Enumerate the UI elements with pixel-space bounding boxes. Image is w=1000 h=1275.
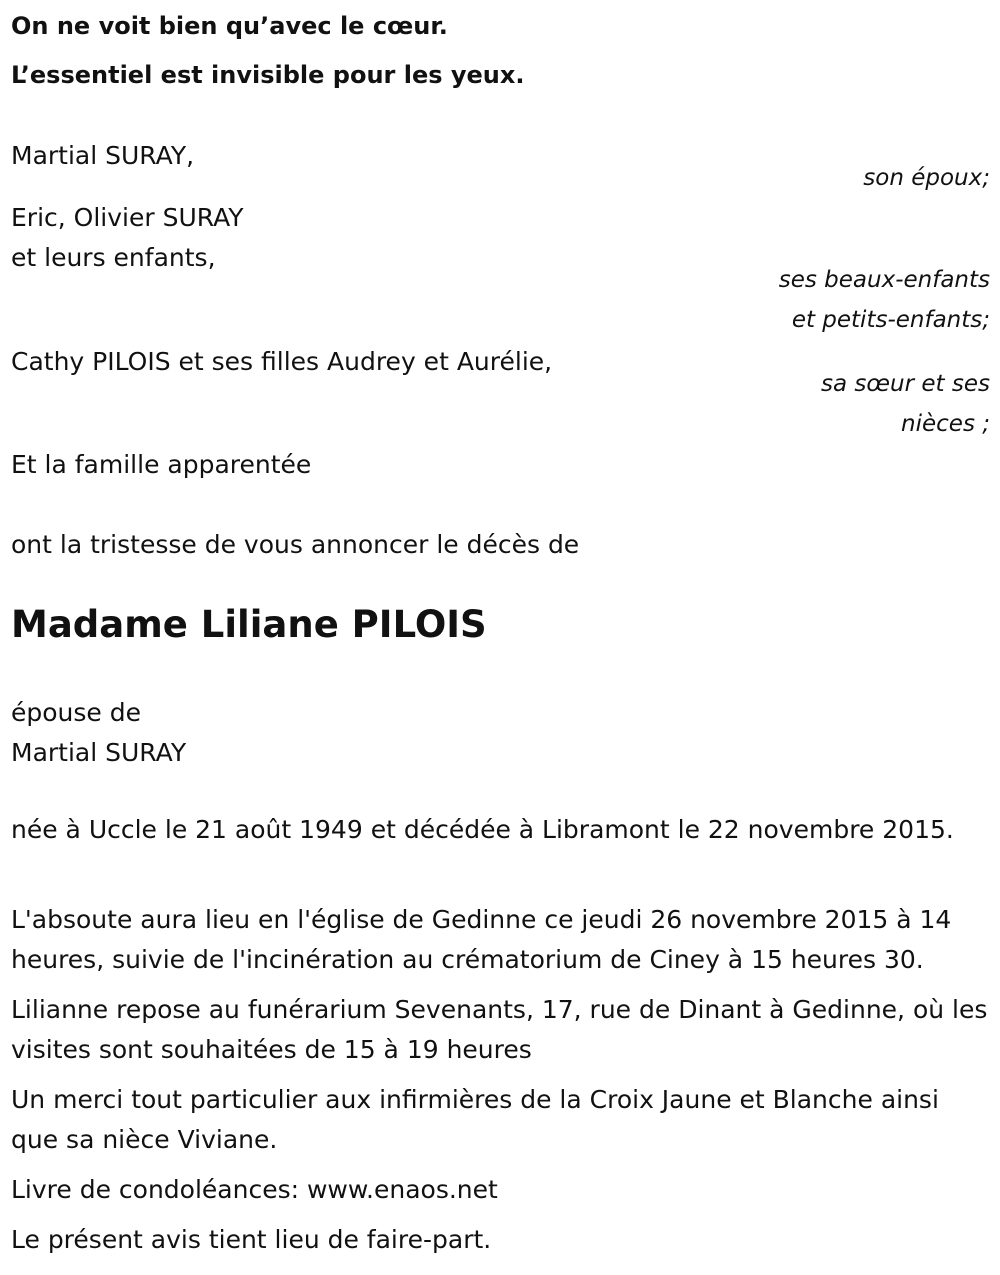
- spouse-role: son époux;: [863, 165, 990, 191]
- stepchildren-name-line-1: Eric, Olivier SURAY: [11, 203, 244, 232]
- condolences-line: Livre de condoléances: www.enaos.net: [11, 1175, 498, 1204]
- visitation-paragraph: Lilianne repose au funérarium Sevenants, 17, rue de Dinant à Gedinne, où les visites sont souhaitées de 15 à 19 heures: [11, 995, 988, 1064]
- stepchildren-role-line-1: ses beaux-enfants: [778, 267, 990, 293]
- notice-line: Le présent avis tient lieu de faire-part.: [11, 1225, 492, 1254]
- sister-role-line-1: sa sœur et ses: [821, 371, 990, 397]
- sister-name: Cathy PILOIS et ses filles Audrey et Aurélie,: [11, 347, 553, 376]
- thanks-paragraph: Un merci tout particulier aux infirmières de la Croix Jaune et Blanche ainsi que sa nièce Viviane.: [11, 1085, 939, 1154]
- relatives-line: Et la famille apparentée: [11, 450, 312, 479]
- stepchildren-name-line-2: et leurs enfants,: [11, 243, 216, 272]
- announcement-line: ont la tristesse de vous annoncer le décès de: [11, 530, 580, 559]
- ceremony-paragraph: L'absoute aura lieu en l'église de Gedinne ce jeudi 26 novembre 2015 à 14 heures, suivie de l'incinération au crématorium de Ciney à 15 heures 30.: [11, 905, 952, 974]
- birth-death-paragraph: née à Uccle le 21 août 1949 et décédée à Libramont le 22 novembre 2015.: [11, 815, 954, 844]
- spouse-name: Martial SURAY,: [11, 141, 195, 170]
- deceased-spouse-line-2: Martial SURAY: [11, 738, 187, 767]
- quote-line-1: On ne voit bien qu’avec le cœur.: [11, 12, 448, 40]
- deceased-name: Madame Liliane PILOIS: [11, 603, 487, 646]
- deceased-spouse-line-1: épouse de: [11, 698, 141, 727]
- quote-line-2: L’essentiel est invisible pour les yeux.: [11, 61, 525, 89]
- sister-role-line-2: nièces ;: [901, 411, 990, 437]
- stepchildren-role-line-2: et petits-enfants;: [791, 307, 990, 333]
